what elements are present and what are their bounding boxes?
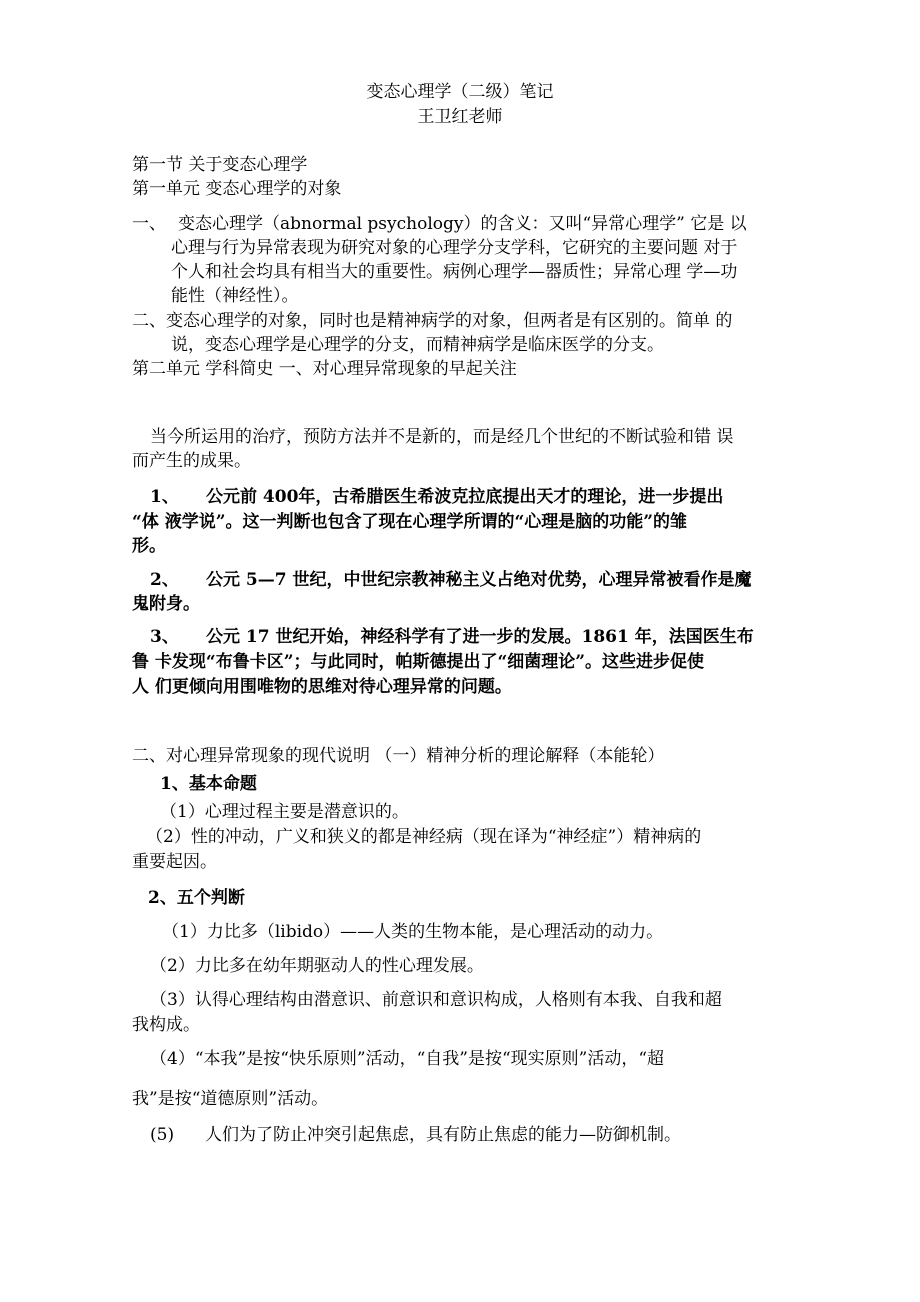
paragraph-line: （2）性的冲动，广义和狭义的都是神经病（现在译为“神经症”）精神病的 (146, 827, 702, 847)
paragraph-line: 我构成。 (132, 1015, 200, 1035)
paragraph-line: 说，变态心理学是心理学的分支，而精神病学是临床医学的分支。 (171, 335, 664, 355)
doc-author: 王卫红老师 (417, 107, 503, 127)
paragraph-line: 而产生的成果。 (132, 451, 251, 471)
paragraph-line: （1）力比多（libido）——人类的生物本能，是心理活动的动力。 (162, 922, 664, 942)
paragraph-line: 人们为了防止冲突引起焦虑，具有防止焦虑的能力—防御机制。 (205, 1125, 681, 1145)
subsection-heading: 2、五个判断 (148, 888, 245, 908)
paragraph-line: “体 液学说”。这一判断也包含了现在心理学所谓的“心理是脑的功能”的雏 (132, 512, 688, 532)
paragraph-line: 心理与行为异常表现为研究对象的心理学分支学科，它研究的主要问题 对于 (171, 238, 738, 258)
paragraph-line: 重要起因。 (132, 852, 217, 872)
subsection-heading: 1、基本命题 (160, 774, 257, 794)
paragraph-line: （1）心理过程主要是潜意识的。 (160, 802, 409, 822)
paragraph-line: 人 们更倾向用围唯物的思维对待心理异常的问题。 (132, 677, 512, 697)
paragraph-line: 形。 (132, 536, 166, 556)
list-marker: (5) (150, 1125, 175, 1145)
history-number: 2、 (150, 570, 179, 590)
paragraph-line: 个人和社会均具有相当大的重要性。病例心理学—器质性；异常心理 学—功 (171, 262, 738, 282)
doc-title: 变态心理学（二级）笔记 (366, 82, 554, 102)
history-number: 1、 (150, 487, 179, 507)
section-heading: 第一节 关于变态心理学 (132, 155, 308, 175)
item-marker: 一、 (132, 214, 166, 234)
paragraph-line: （3）认得心理结构由潜意识、前意识和意识构成，人格则有本我、自我和超 (150, 990, 722, 1010)
paragraph-line: 当今所运用的治疗，预防方法并不是新的，而是经几个世纪的不断试验和错 误 (150, 427, 734, 447)
part-heading: 二、对心理异常现象的现代说明 （一）精神分析的理论解释（本能轮） (132, 746, 665, 766)
paragraph-line: 变态心理学（abnormal psychology）的含义：又叫“异常心理学” 它是 以 (178, 214, 747, 234)
unit-heading: 第二单元 学科简史 一、对心理异常现象的早起关注 (132, 359, 517, 379)
unit-heading: 第一单元 变态心理学的对象 (132, 179, 342, 199)
paragraph-line: 二、变态心理学的对象，同时也是精神病学的对象，但两者是有区别的。简单 的 (132, 311, 733, 331)
paragraph-line: 鬼附身。 (132, 594, 200, 614)
paragraph-line: 我”是按“道德原则”活动。 (132, 1089, 329, 1109)
paragraph-line: 公元前 400年，古希腊医生希波克拉底提出天才的理论，进一步提出 (206, 487, 724, 507)
history-number: 3、 (150, 627, 179, 647)
paragraph-line: 公元 5—7 世纪，中世纪宗教神秘主义占绝对优势，心理异常被看作是魔 (206, 570, 752, 590)
paragraph-line: （4）“本我”是按“快乐原则”活动，“自我”是按“现实原则”活动，“超 (150, 1049, 665, 1069)
paragraph-line: 鲁 卡发现“布鲁卡区”；与此同时，帕斯德提出了“细菌理论”。这些进步促使 (132, 652, 705, 672)
paragraph-line: （2）力比多在幼年期驱动人的性心理发展。 (150, 956, 484, 976)
paragraph-line: 能性（神经性）。 (171, 286, 299, 306)
paragraph-line: 公元 17 世纪开始，神经科学有了进一步的发展。1861 年，法国医生布 (206, 627, 754, 647)
